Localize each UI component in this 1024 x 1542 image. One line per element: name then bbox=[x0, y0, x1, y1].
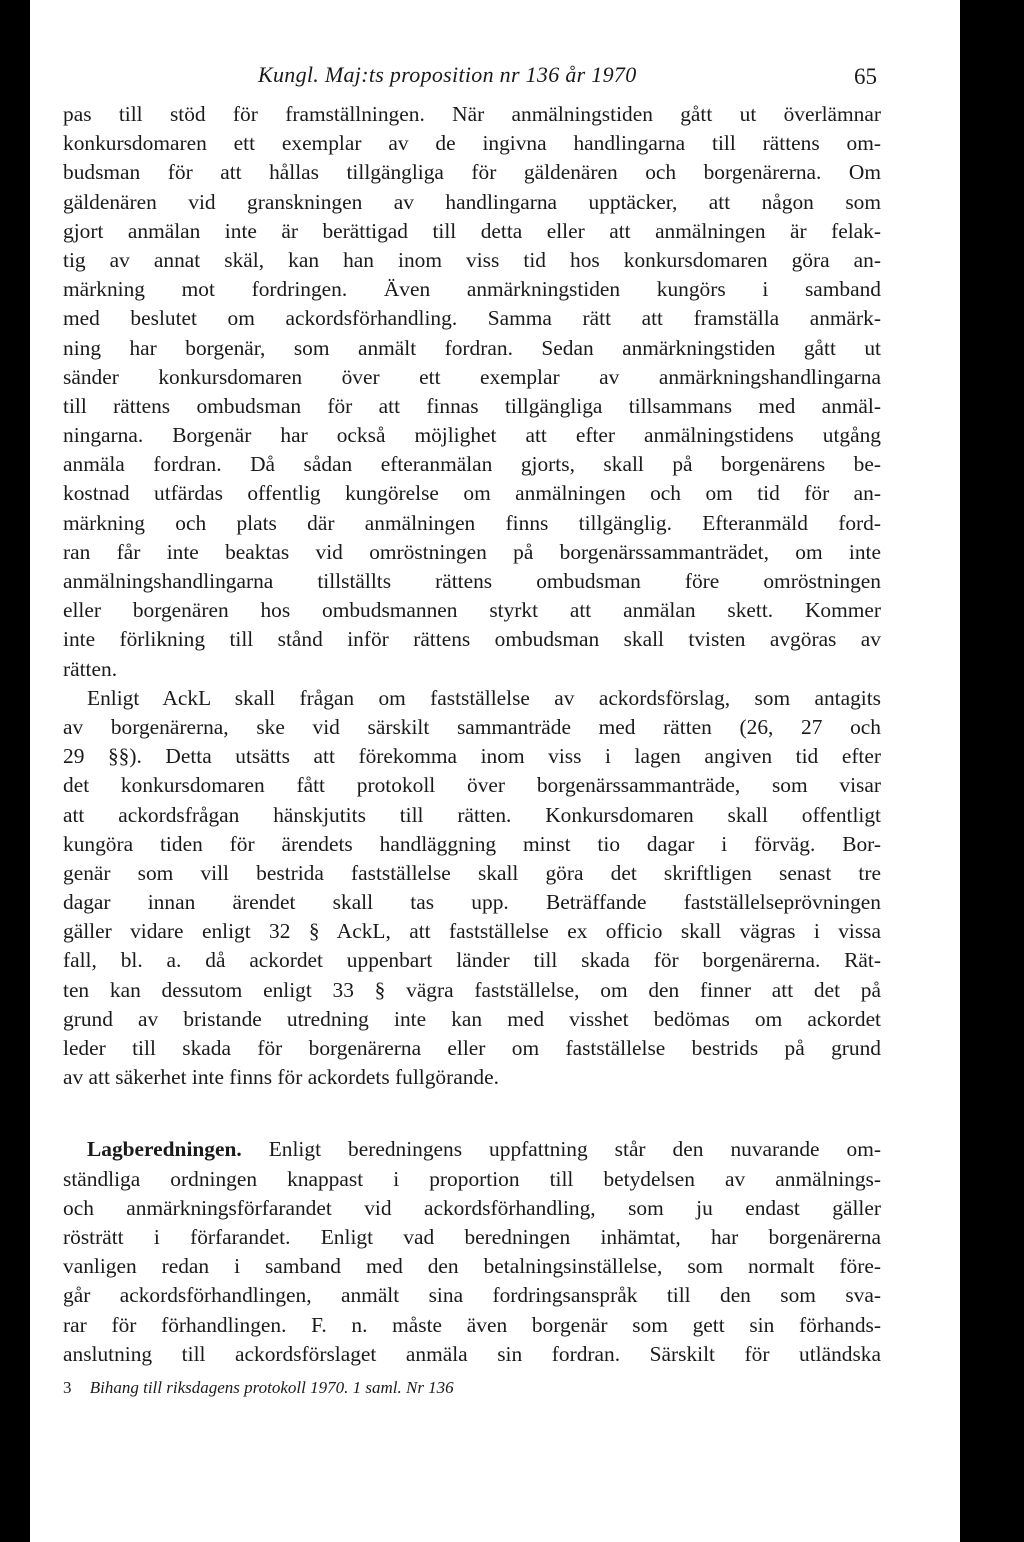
text-line: av att säkerhet inte finns för ackordets fullgörande. bbox=[63, 1065, 499, 1090]
text-line: fall, bl. a. då ackordet uppenbart länder till skada för borgenärerna. Rät- bbox=[63, 948, 881, 973]
text-line: vanligen redan i samband med den betalningsinställelse, som normalt före- bbox=[63, 1254, 881, 1279]
text-line bbox=[63, 1135, 881, 1164]
text-line: 29 §§). Detta utsätts att förekomma inom viss i lagen angiven tid efter bbox=[63, 744, 881, 769]
text-line: leder till skada för borgenärerna eller om fastställelse bestrids på grund bbox=[63, 1036, 881, 1060]
paragraph-3 bbox=[63, 1135, 881, 1369]
running-title: Kungl. Maj:ts proposition nr 136 år 1970 bbox=[258, 62, 637, 87]
text-line: anslutning till ackordsförslaget anmäla sin fordran. Särskilt för utländska bbox=[63, 1341, 881, 1366]
paragraph-2 bbox=[63, 684, 881, 1093]
footnote-number: 3 bbox=[63, 1377, 72, 1397]
text-line: grund av bristande utredning inte kan med visshet bedömas om ackordet bbox=[63, 1006, 881, 1031]
page-number: 65 bbox=[854, 64, 877, 89]
text-line: gjort anmälan inte är berättigad till detta eller att anmälningen är felak- bbox=[63, 218, 881, 243]
text-line: anmälningshandlingarna tillställts rättens ombudsman före omröstningen bbox=[63, 569, 881, 593]
text-line: gäldenären vid granskningen av handlingarna upptäcker, att någon som bbox=[63, 189, 881, 214]
text-line: kungöra tiden för ärendets handläggning minst tio dagar i förväg. Bor- bbox=[63, 831, 881, 856]
text-line: av borgenärerna, ske vid särskilt sammanträde med rätten (26, 27 och bbox=[63, 714, 881, 739]
text-line: att ackordsfrågan hänskjutits till rätten. Konkursdomaren skall offentligt bbox=[63, 802, 881, 827]
text-line: går ackordsförhandlingen, anmält sina fordringsanspråk till den som sva- bbox=[63, 1283, 881, 1308]
text-line: rösträtt i förfarandet. Enligt vad beredningen inhämtat, har borgenärerna bbox=[63, 1224, 881, 1249]
paragraph-1 bbox=[63, 100, 881, 684]
text-line: ning har borgenär, som anmält fordran. Sedan anmärkningstiden gått ut bbox=[63, 335, 881, 360]
page-footnote bbox=[63, 1375, 881, 1401]
text-line: märkning och plats där anmälningen finns tillgänglig. Efteranmäld ford- bbox=[63, 510, 881, 535]
page-header bbox=[30, 62, 960, 94]
text-line: märkning mot fordringen. Även anmärkningstiden kungörs i samband bbox=[63, 277, 881, 302]
text-line: sänder konkursdomaren över ett exemplar av anmärkningshandlingarna bbox=[63, 364, 881, 389]
text-line: kostnad utfärdas offentlig kungörelse om anmälningen och om tid för an- bbox=[63, 481, 881, 506]
text-line: med beslutet om ackordsförhandling. Samma rätt att framställa anmärk- bbox=[63, 306, 881, 331]
section-gap bbox=[63, 1092, 881, 1135]
footnote-source: Bihang till riksdagens protokoll 1970. 1 saml. Nr 136 bbox=[89, 1377, 454, 1397]
text-line: dagar innan ärendet skall tas upp. Beträffande fastställelseprövningen bbox=[63, 890, 881, 915]
text-line: konkursdomaren ett exemplar av de ingivna handlingarna till rättens om- bbox=[63, 131, 881, 156]
text-line: pas till stöd för framställningen. När anmälningstiden gått ut överlämnar bbox=[63, 102, 881, 126]
text-line: rätten. bbox=[63, 656, 118, 681]
document-page bbox=[30, 0, 960, 1542]
text-line: ningarna. Borgenär har också möjlighet att efter anmälningstidens utgång bbox=[63, 423, 881, 448]
text-line: genär som vill bestrida fastställelse skall göra det skriftligen senast tre bbox=[63, 860, 881, 885]
text-span: Enligt beredningens uppfattning står den nuvarande om- bbox=[241, 1137, 881, 1162]
text-line: anmäla fordran. Då sådan efteranmälan gjorts, skall på borgenärens be- bbox=[63, 452, 881, 477]
text-line: Enligt AckL skall frågan om fastställelse av ackordsförslag, som antagits bbox=[87, 685, 881, 710]
text-line: ten kan dessutom enligt 33 § vägra fastställelse, om den finner att det på bbox=[63, 977, 881, 1002]
text-line: gäller vidare enligt 32 § AckL, att fastställelse ex officio skall vägras i vissa bbox=[63, 919, 881, 944]
text-line: tig av annat skäl, kan han inom viss tid hos konkursdomaren göra an- bbox=[63, 247, 881, 272]
text-line: budsman för att hållas tillgängliga för gäldenären och borgenärerna. Om bbox=[63, 160, 881, 185]
text-line: ständliga ordningen knappast i proportion till betydelsen av anmälnings- bbox=[63, 1166, 881, 1191]
text-line: ran får inte beaktas vid omröstningen på borgenärssammanträdet, om inte bbox=[63, 539, 881, 564]
text-line: rar för förhandlingen. F. n. måste även borgenär som gett sin förhands- bbox=[63, 1312, 881, 1337]
text-line: eller borgenären hos ombudsmannen styrkt att anmälan skett. Kommer bbox=[63, 598, 881, 623]
body-text bbox=[63, 100, 881, 1401]
text-line: det konkursdomaren fått protokoll över borgenärssammanträde, som visar bbox=[63, 773, 881, 798]
text-line: och anmärkningsförfarandet vid ackordsförhandling, som ju endast gäller bbox=[63, 1195, 881, 1220]
text-line: inte förlikning till stånd inför rättens ombudsman skall tvisten avgöras av bbox=[63, 627, 881, 652]
text-line: till rättens ombudsman för att finnas tillgängliga tillsammans med anmäl- bbox=[63, 393, 881, 418]
section-heading: Lagberedningen. bbox=[87, 1137, 242, 1162]
